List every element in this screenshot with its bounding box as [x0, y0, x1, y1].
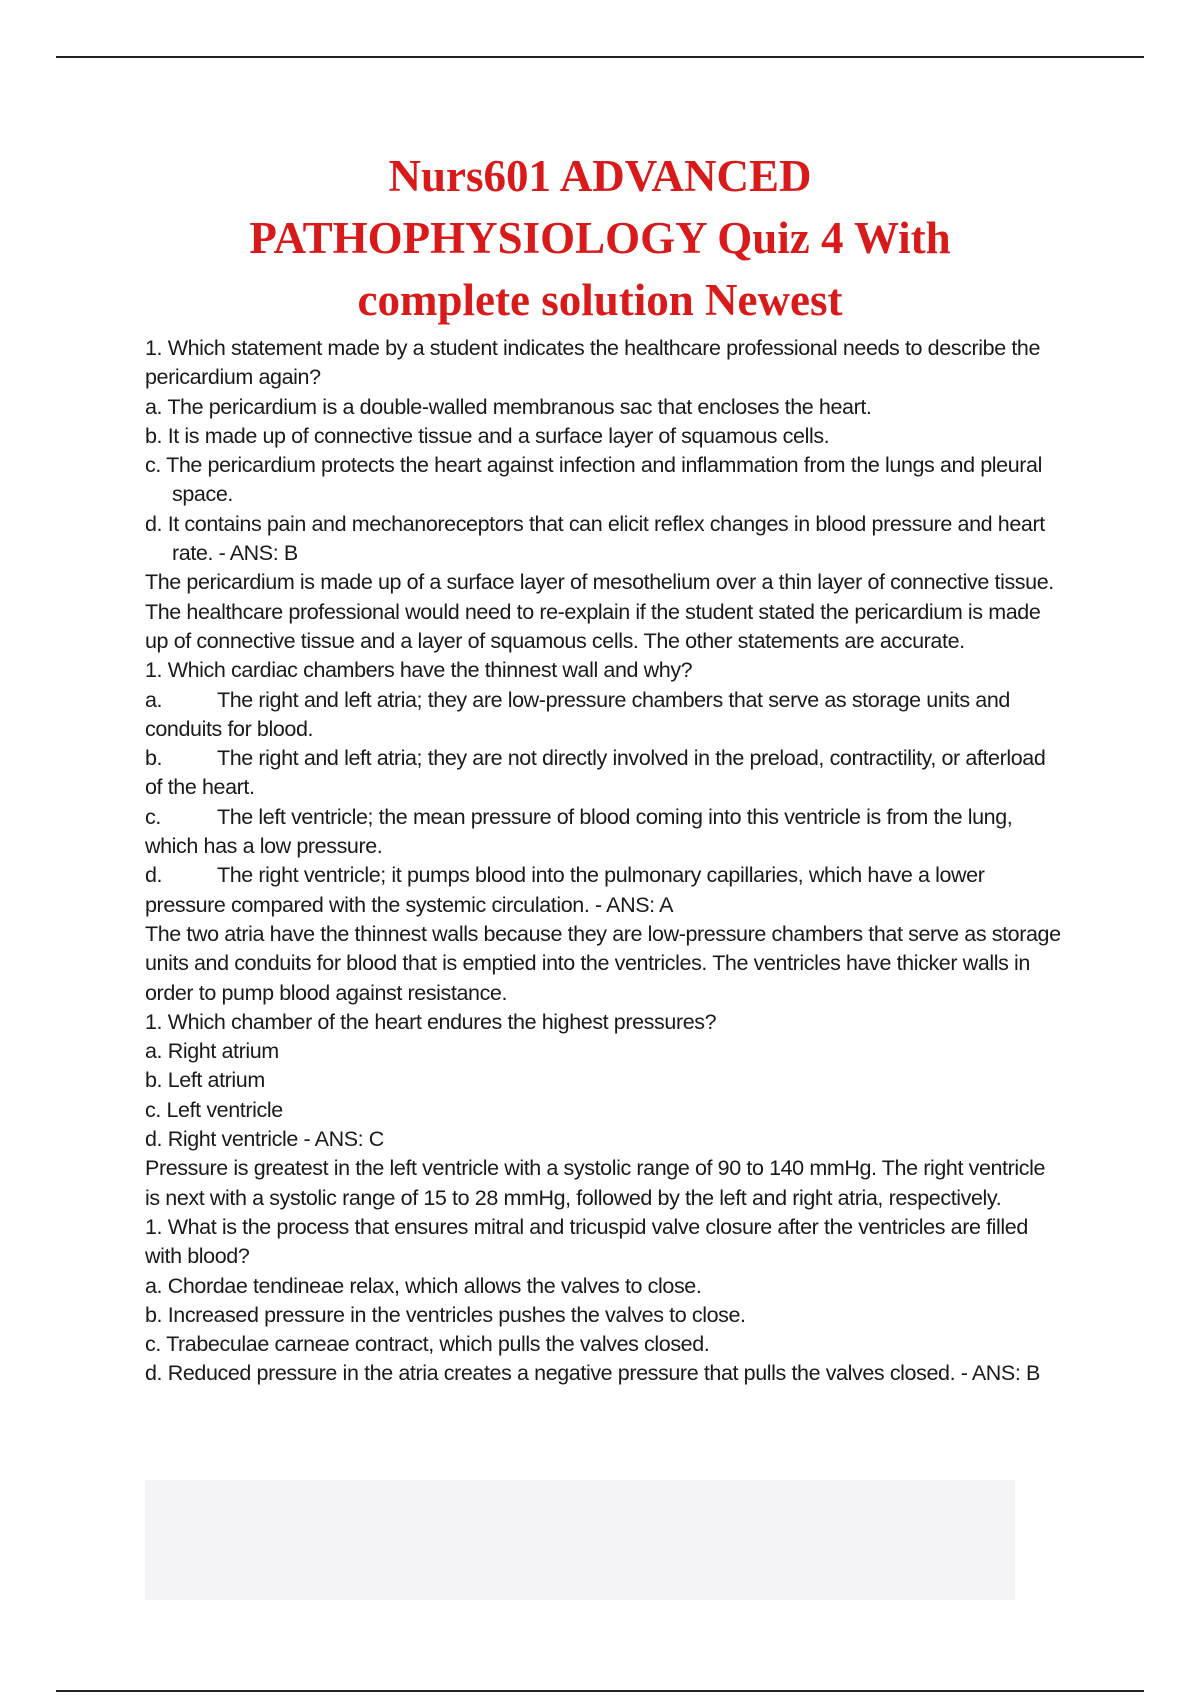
- answer-option: [145, 686, 1065, 745]
- rationale: Pressure is greatest in the left ventricle with a systolic range of 90 to 140 mmHg. The right ventricle is next with a systolic range of 15 to 28 mmHg, followed by the left and right atria, respectively.: [145, 1156, 1046, 1210]
- rationale: The pericardium is made up of a surface layer of mesothelium over a thin layer of connective tissue. The healthcare professional would need to re-explain if the student stated the pericardium is made up of connective tissue and a layer of squamous cells. The other statements are accurate.: [145, 570, 1054, 653]
- answer-option: b. It is made up of connective tissue and a surface layer of squamous cells.: [145, 423, 830, 448]
- option-letter: c.: [145, 804, 161, 829]
- option-text: The right and left atria; they are low-pressure chambers that serve as storage units and conduits for blood.: [145, 687, 1010, 741]
- question-stem: 1. Which chamber of the heart endures the highest pressures?: [145, 1009, 717, 1034]
- option-letter: d.: [145, 863, 163, 888]
- title-line-1: Nurs601 ADVANCED: [388, 151, 812, 201]
- answer-option: c. Left ventricle: [145, 1097, 283, 1122]
- answer-option: [145, 861, 1065, 920]
- answer-option: a. The pericardium is a double-walled membranous sac that encloses the heart.: [145, 394, 872, 419]
- option-letter: b.: [145, 746, 163, 771]
- answer-option: b. Left atrium: [145, 1068, 265, 1093]
- question-stem: 1. What is the process that ensures mitral and tricuspid valve closure after the ventricles are filled with blood?: [145, 1214, 1028, 1269]
- question-stem: 1. Which statement made by a student indicates the healthcare professional needs to describe the pericardium again?: [145, 336, 1041, 390]
- option-text: The right ventricle; it pumps blood into the pulmonary capillaries, which have a lower pressure compared with the systemic circulation. - ANS: A: [145, 863, 985, 917]
- answer-option: a. Right atrium: [145, 1039, 279, 1064]
- rationale: The two atria have the thinnest walls because they are low-pressure chambers that serve as storage units and conduits for blood that is emptied into the ventricles. The ventricles have thicker walls in order to pump blood against resistance.: [145, 921, 1061, 1005]
- title-line-3: complete solution Newest: [357, 275, 843, 325]
- option-letter: a.: [145, 687, 163, 712]
- answer-option: a. Chordae tendineae relax, which allows the valves to close.: [145, 1273, 702, 1298]
- answer-option: c. The pericardium protects the heart against infection and inflammation from the lungs and pleural space.: [145, 453, 1042, 507]
- bottom-rule: [56, 1690, 1144, 1692]
- answer-option: d. Reduced pressure in the atria creates a negative pressure that pulls the valves closed. - ANS: B: [145, 1361, 1040, 1386]
- option-text: The left ventricle; the mean pressure of blood coming into this ventricle is from the lung, which has a low pressure.: [145, 804, 1013, 859]
- answer-option: [145, 744, 1065, 803]
- answer-option: c. Trabeculae carneae contract, which pulls the valves closed.: [145, 1332, 710, 1357]
- title-line-2: PATHOPHYSIOLOGY Quiz 4 With: [249, 213, 951, 263]
- answer-option: [145, 803, 1065, 862]
- answer-option: b. Increased pressure in the ventricles pushes the valves to close.: [145, 1302, 746, 1327]
- answer-option: d. Right ventricle - ANS: C: [145, 1127, 384, 1152]
- document-title: [150, 145, 1050, 331]
- background-shading: [145, 1480, 1015, 1600]
- top-rule: [56, 56, 1144, 58]
- document-body: [145, 334, 1065, 1389]
- question-stem: 1. Which cardiac chambers have the thinnest wall and why?: [145, 658, 693, 683]
- option-text: The right and left atria; they are not directly involved in the preload, contractility, or afterload of the heart.: [145, 746, 1046, 800]
- answer-option: d. It contains pain and mechanoreceptors that can elicit reflex changes in blood pressure and heart rate. - ANS: B: [145, 511, 1045, 566]
